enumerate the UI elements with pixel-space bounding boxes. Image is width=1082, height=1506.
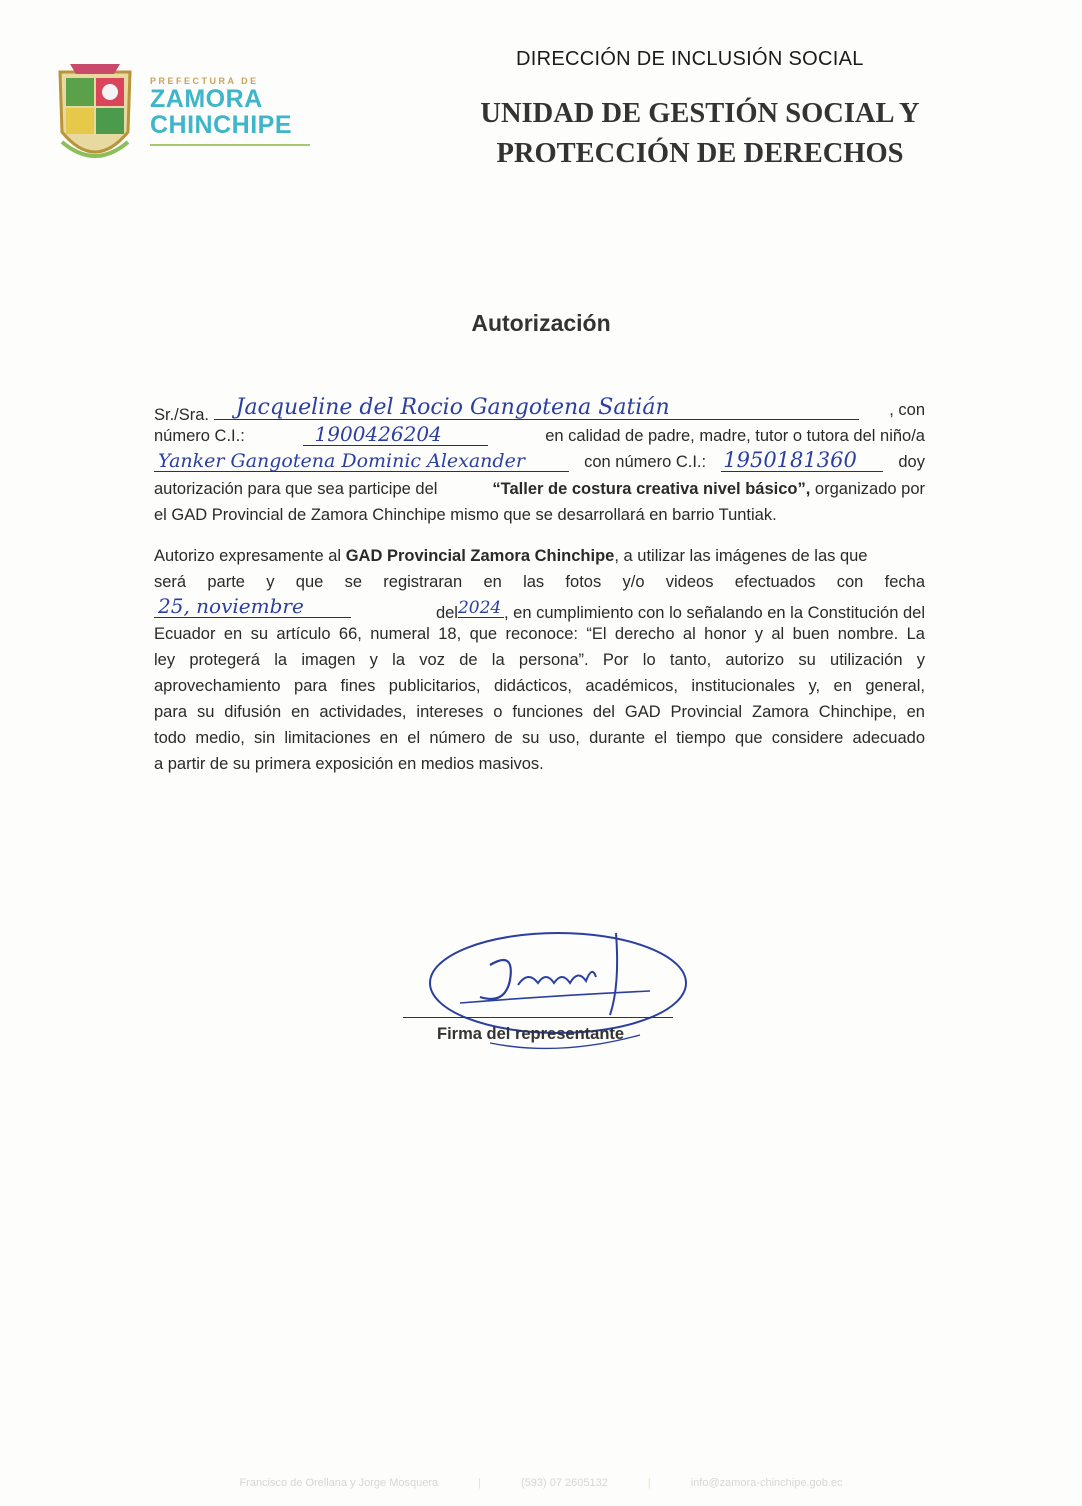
footer-separator: |	[478, 1477, 482, 1489]
footer-separator: |	[647, 1477, 651, 1489]
footer-address: Francisco de Orellana y Jorge Mosquera	[239, 1477, 439, 1489]
doy-word: doy	[898, 453, 925, 471]
para2-l1-pre: Autorizo expresamente al	[154, 547, 342, 565]
para2-line-7: para su difusión en actividades, intereses o funciones del GAD Provincial Zamora Chinchipe, en	[154, 703, 925, 721]
logo-line-2: CHINCHIPE	[150, 111, 293, 139]
date-day-field	[154, 594, 351, 618]
para2-line-4: Ecuador en su artículo 66, numeral 18, que reconoce: “El derecho al honor y al buen nombre. La	[154, 625, 925, 643]
child-ci-label: con número C.I.:	[584, 453, 707, 471]
logo-underline	[150, 144, 310, 146]
gad-name-bold: GAD Provincial Zamora Chinchipe	[345, 547, 615, 565]
workshop-name: “Taller de costura creativa nivel básico”,	[492, 480, 811, 498]
date-year-handwritten: 2024	[457, 598, 502, 618]
para2-line-6: aprovechamiento para fines publicitarios, didácticos, académicos, institucionales y, en general,	[154, 677, 925, 695]
para2-line-1	[154, 547, 925, 566]
signature-line	[403, 1017, 673, 1018]
child-name-field	[154, 450, 569, 472]
footer-email: info@zamora-chinchipe.gob.ec	[690, 1477, 843, 1489]
document-title: Autorización	[471, 310, 611, 336]
department-heading: DIRECCIÓN DE INCLUSIÓN SOCIAL	[516, 48, 864, 70]
form-line-2	[154, 422, 925, 446]
guardian-name-field	[214, 395, 859, 420]
after-name: , con	[889, 401, 925, 419]
para2-line-2: será parte y que se registraran en las fotos y/o videos efectuados con fecha	[154, 573, 925, 591]
del-word: del	[435, 604, 458, 622]
signature-label: Firma del representante	[437, 1025, 625, 1043]
para2-line-5: ley protegerá la imagen y la voz de la persona”. Por lo tanto, autorizo su utilización y	[154, 651, 925, 669]
unit-heading-line-1: UNIDAD DE GESTIÓN SOCIAL Y	[480, 98, 920, 129]
role-text: en calidad de padre, madre, tutor o tutora del niño/a	[545, 427, 925, 445]
unit-heading	[440, 94, 960, 174]
salutation: Sr./Sra.	[154, 406, 210, 424]
guardian-name-handwritten: Jacqueline del Rocio Gangotena Satián	[235, 395, 670, 420]
child-ci-field	[721, 448, 883, 472]
unit-heading-line-2: PROTECCIÓN DE DERECHOS	[496, 138, 904, 169]
logo-line-1: ZAMORA	[150, 85, 263, 113]
para2-line-8: todo medio, sin limitaciones en el número de su uso, durante el tiempo que considere adecuado	[154, 729, 925, 747]
auth-post: organizado por	[814, 480, 925, 498]
form-line-3	[154, 448, 925, 472]
para2-line-3	[154, 594, 925, 623]
para2-l1-post: , a utilizar las imágenes de las que	[614, 547, 868, 565]
date-day-handwritten: 25, noviembre	[158, 594, 304, 618]
footer	[0, 1477, 1082, 1489]
para2-line-9: a partir de su primera exposición en medios masivos.	[154, 755, 544, 773]
auth-pre: autorización para que sea participe del	[154, 480, 438, 498]
date-year-field	[458, 599, 504, 618]
para2-l3-post: , en cumplimiento con lo señalando en la Constitución del	[503, 604, 925, 622]
form-line-5: el GAD Provincial de Zamora Chinchipe mismo que se desarrollará en barrio Tuntiak.	[154, 506, 777, 524]
ci-label: número C.I.:	[154, 427, 245, 445]
form-line-1	[154, 395, 925, 425]
guardian-ci-handwritten: 1900426204	[314, 422, 442, 446]
form-line-4	[154, 480, 925, 499]
prefectura-logo	[50, 52, 320, 182]
handwritten-signature	[420, 925, 700, 1065]
logo-prefix: PREFECTURA DE	[150, 76, 259, 86]
coat-of-arms-icon	[50, 52, 140, 182]
footer-phone: (593) 07 2605132	[521, 1477, 608, 1489]
child-name-handwritten: Yanker Gangotena Dominic Alexander	[158, 450, 525, 472]
child-ci-handwritten: 1950181360	[723, 448, 857, 472]
guardian-ci-field	[303, 422, 488, 446]
